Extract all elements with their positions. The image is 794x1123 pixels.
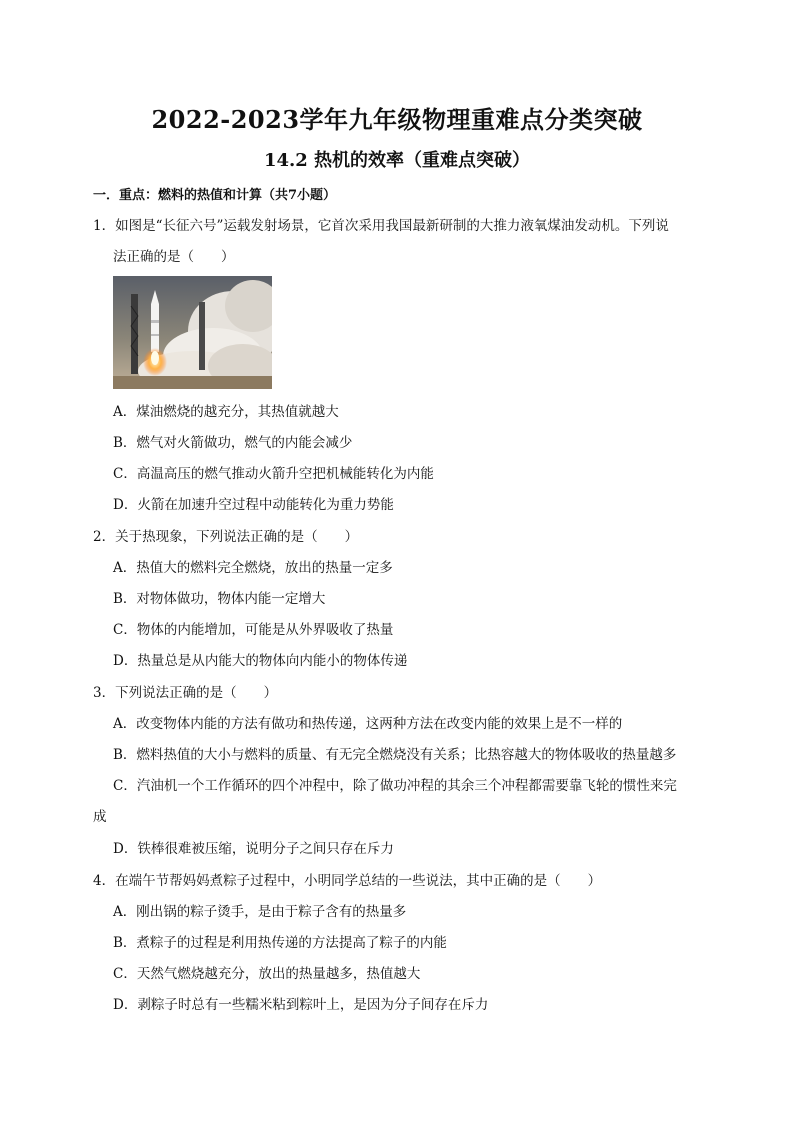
question-1-stem-continued: 法正确的是（ ） (113, 249, 235, 265)
question-2-option-b: B．对物体做功，物体内能一定增大 (113, 591, 326, 607)
question-3-option-c: C．汽油机一个工作循环的四个冲程中，除了做功冲程的其余三个冲程都需要靠飞轮的惯性来完 (113, 778, 677, 794)
question-4-option-c: C．天然气燃烧越充分，放出的热量越多，热值越大 (113, 966, 421, 982)
question-4-option-b: B．煮粽子的过程是利用热传递的方法提高了粽子的内能 (113, 935, 447, 951)
question-2-option-c: C．物体的内能增加，可能是从外界吸收了热量 (113, 622, 394, 638)
question-3-option-a: A．改变物体内能的方法有做功和热传递，这两种方法在改变内能的效果上是不一样的 (113, 716, 623, 732)
question-4-stem: 4．在端午节帮妈妈煮粽子过程中，小明同学总结的一些说法，其中正确的是（ ） (93, 873, 602, 889)
question-2-option-a: A．热值大的燃料完全燃烧，放出的热量一定多 (113, 560, 393, 576)
question-3-option-c-continued: 成 (93, 809, 107, 825)
question-4-option-d: D．剥粽子时总有一些糯米粘到粽叶上，是因为分子间存在斥力 (113, 997, 489, 1013)
question-1-option-b: B．燃气对火箭做功，燃气的内能会减少 (113, 435, 353, 451)
question-1-option-a: A．煤油燃烧的越充分，其热值就越大 (113, 404, 339, 420)
question-2-stem: 2．关于热现象，下列说法正确的是（ ） (93, 529, 359, 545)
rocket-launch-photo (113, 276, 272, 389)
question-1-option-c: C．高温高压的燃气推动火箭升空把机械能转化为内能 (113, 466, 434, 482)
question-3-stem: 3．下列说法正确的是（ ） (93, 685, 278, 701)
question-4-option-a: A．刚出锅的粽子烫手，是由于粽子含有的热量多 (113, 904, 407, 920)
question-3-option-d: D．铁棒很难被压缩，说明分子之间只存在斥力 (113, 841, 394, 857)
question-3-option-b: B．燃料热值的大小与燃料的质量、有无完全燃烧没有关系；比热容越大的物体吸收的热量越多 (113, 747, 677, 763)
question-1-stem: 1．如图是“长征六号”运载发射场景，它首次采用我国最新研制的大推力液氧煤油发动机。下列说 (93, 218, 669, 234)
question-1-option-d: D．火箭在加速升空过程中动能转化为重力势能 (113, 497, 394, 513)
document-subtitle: 14.2 热机的效率（重难点突破） (263, 150, 531, 171)
section-heading: 一．重点：燃料的热值和计算（共7小题） (93, 188, 337, 203)
document-title: 2022-2023学年九年级物理重难点分类突破 (151, 105, 643, 134)
question-2-option-d: D．热量总是从内能大的物体向内能小的物体传递 (113, 653, 408, 669)
